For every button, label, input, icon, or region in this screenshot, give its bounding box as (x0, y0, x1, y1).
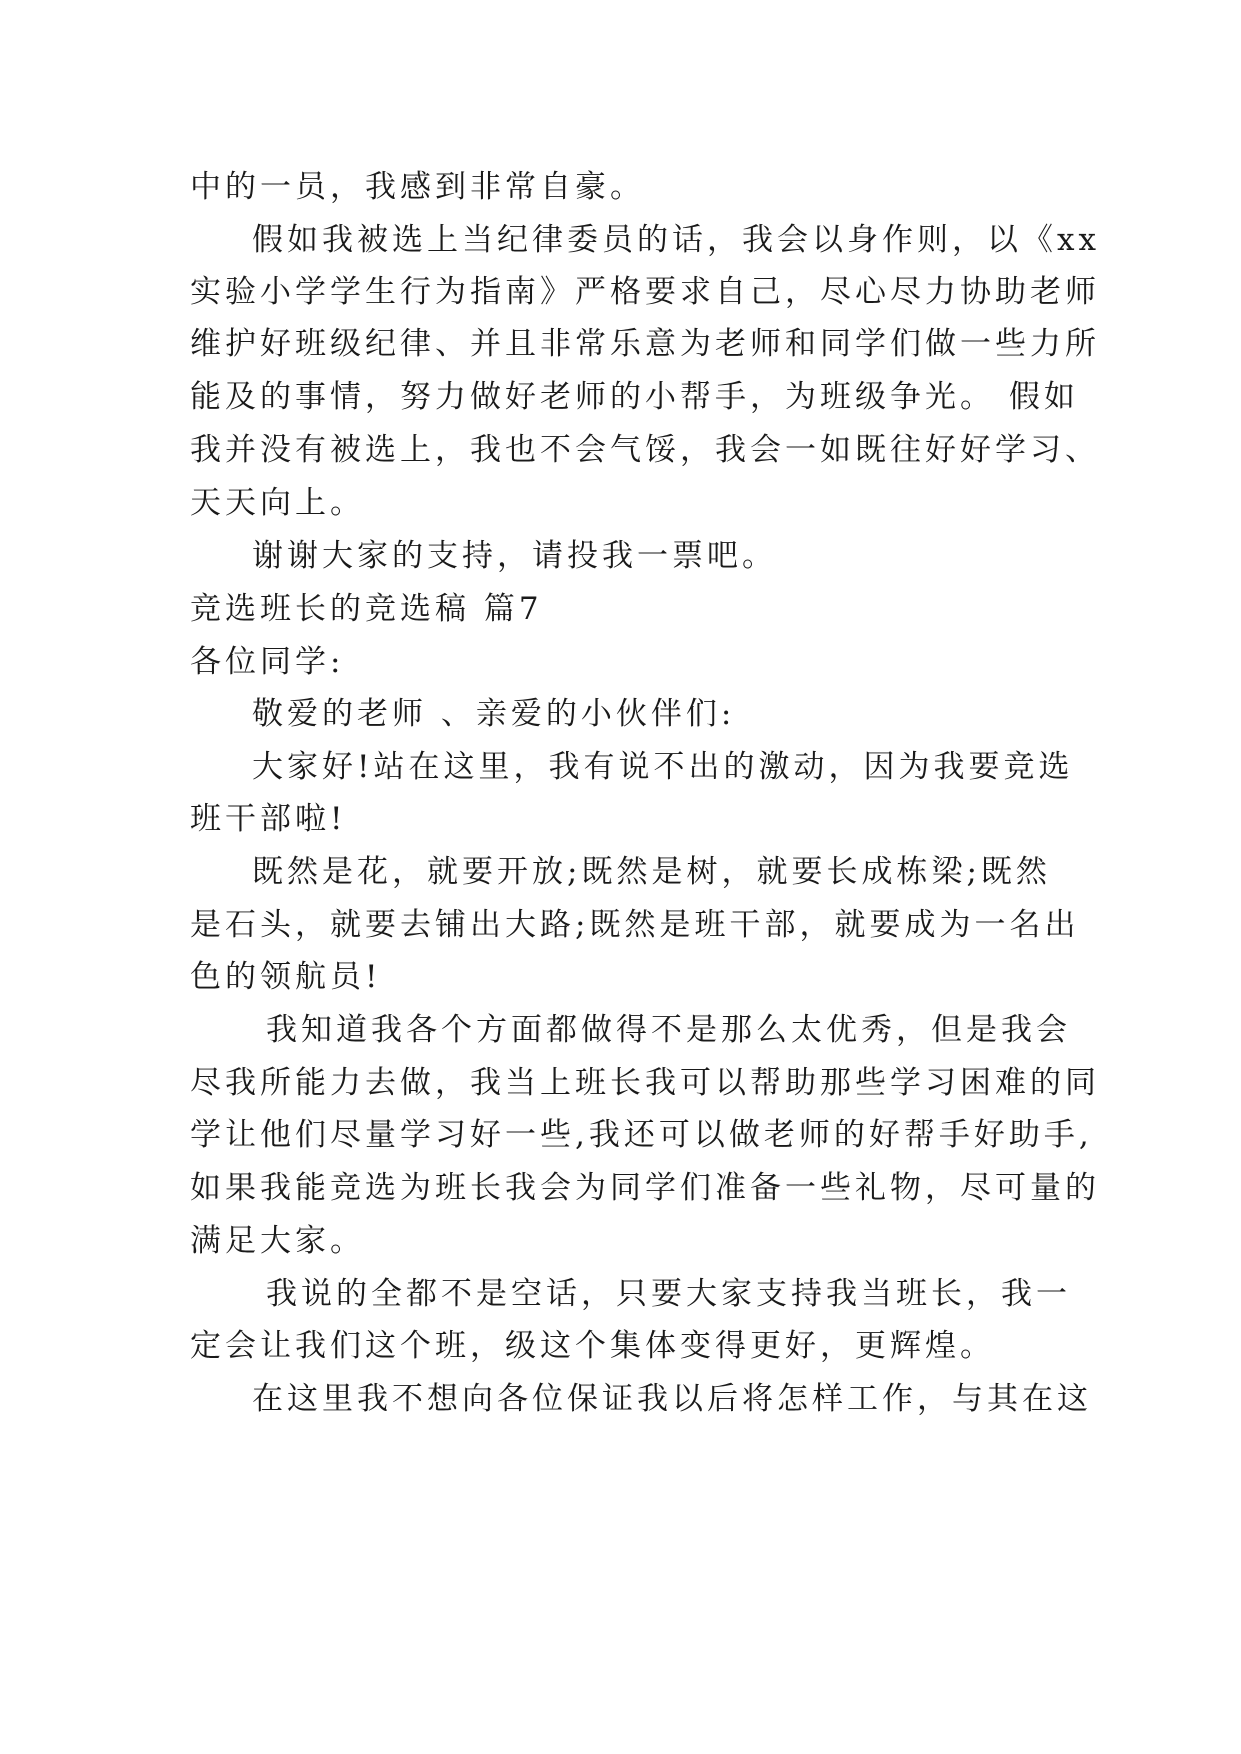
text-line: 色的领航员! (190, 959, 382, 995)
text-line: 定会让我们这个班，级这个集体变得更好，更辉煌。 (190, 1328, 995, 1364)
section-heading: 竞选班长的竞选稿 篇7 (190, 591, 543, 627)
text-line: 天天向上。 (190, 485, 365, 521)
text-line: 满足大家。 (190, 1223, 365, 1259)
salutation: 各位同学: (190, 644, 345, 680)
text-line: 如果我能竞选为班长我会为同学们准备一些礼物，尽可量的 (190, 1170, 1100, 1206)
text-line: 我知道我各个方面都做得不是那么太优秀，但是我会 (266, 1012, 1071, 1048)
text-line: 中的一员，我感到非常自豪。 (190, 169, 645, 205)
text-line: 在这里我不想向各位保证我以后将怎样工作，与其在这 (252, 1381, 1092, 1417)
text-line: 假如我被选上当纪律委员的话，我会以身作则，以《xx (252, 222, 1100, 258)
text-line: 大家好!站在这里，我有说不出的激动，因为我要竞选 (252, 749, 1074, 785)
text-line: 实验小学学生行为指南》严格要求自己，尽心尽力协助老师 (190, 274, 1100, 310)
text-line: 我并没有被选上，我也不会气馁，我会一如既往好好学习、 (190, 432, 1100, 468)
text-line: 维护好班级纪律、并且非常乐意为老师和同学们做一些力所 (190, 326, 1100, 362)
text-line: 能及的事情，努力做好老师的小帮手，为班级争光。 假如 (190, 379, 1079, 415)
text-line: 班干部啦! (190, 801, 347, 837)
salutation: 敬爱的老师 、亲爱的小伙伴们: (252, 696, 736, 732)
text-line: 是石头，就要去铺出大路;既然是班干部，就要成为一名出 (190, 907, 1080, 943)
text-line: 谢谢大家的支持，请投我一票吧。 (252, 538, 777, 574)
text-line: 尽我所能力去做，我当上班长我可以帮助那些学习困难的同 (190, 1065, 1100, 1101)
text-line: 我说的全都不是空话，只要大家支持我当班长，我一 (266, 1276, 1071, 1312)
text-line: 学让他们尽量学习好一些,我还可以做老师的好帮手好助手, (190, 1117, 1093, 1153)
text-line: 既然是花，就要开放;既然是树，就要长成栋梁;既然 (252, 854, 1051, 890)
